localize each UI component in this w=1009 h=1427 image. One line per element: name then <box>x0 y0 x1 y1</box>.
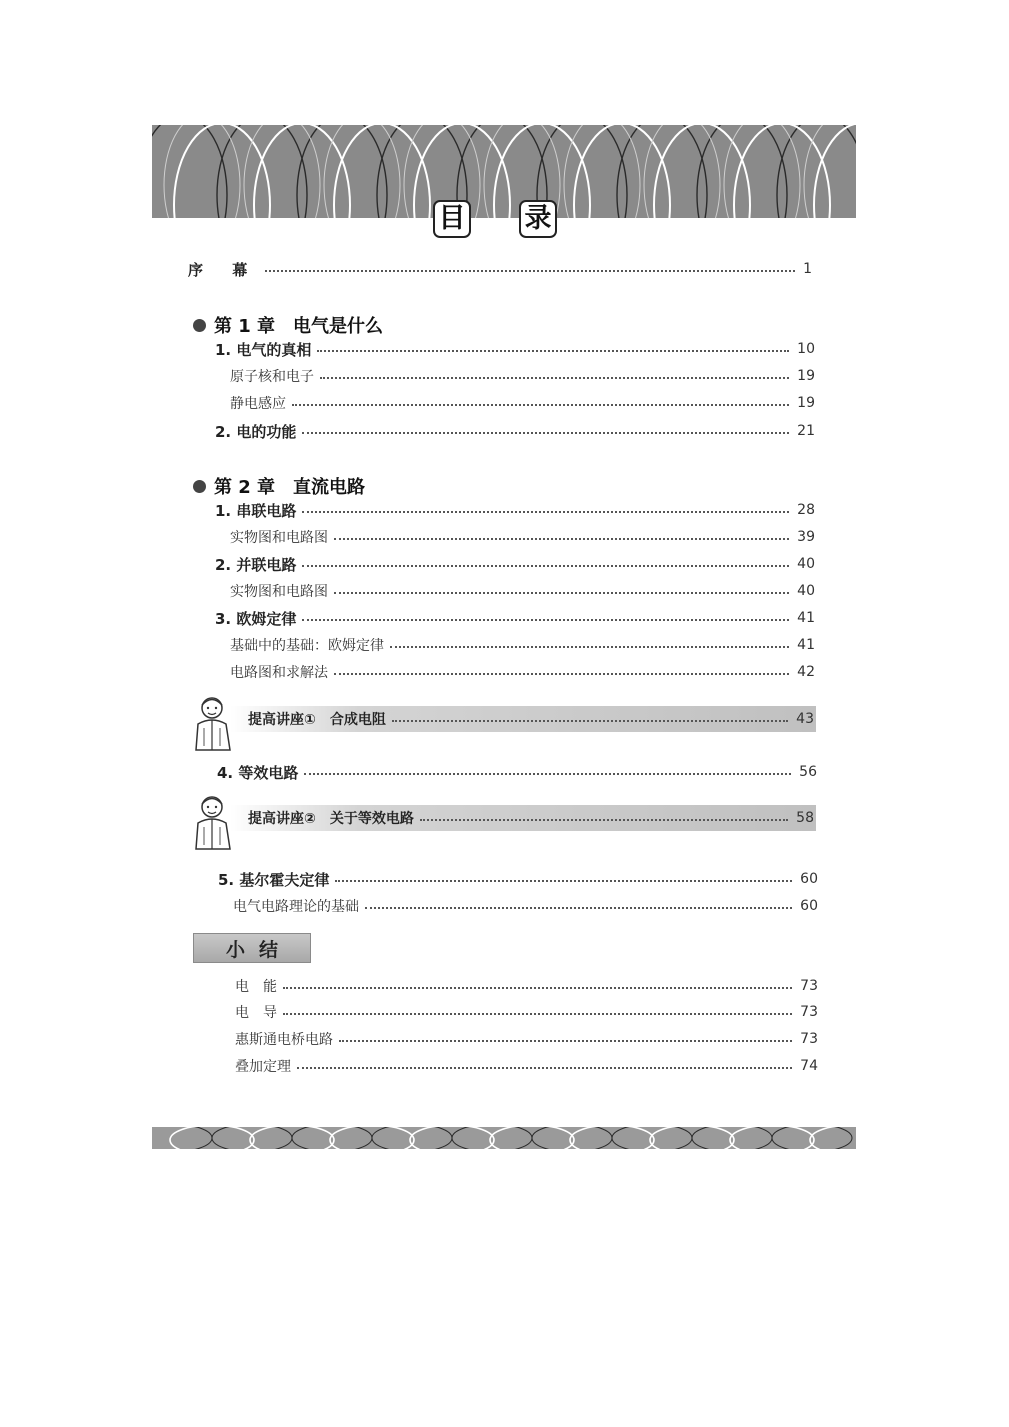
toc-entry[interactable]: 叠加定理 74 <box>235 1058 818 1075</box>
lecture-bar: 提高讲座② 关于等效电路 58 <box>230 805 816 831</box>
title-char-mu: 目 <box>433 200 471 238</box>
chapter-2-heading[interactable]: 第 2 章 直流电路 <box>193 474 365 498</box>
toc-entry[interactable]: 基础中的基础：欧姆定律 41 <box>230 637 815 654</box>
professor-icon <box>190 791 250 851</box>
dot-leader <box>265 270 795 272</box>
toc-entry[interactable]: 电 能 73 <box>235 978 818 995</box>
chapter-1-heading[interactable]: 第 1 章 电气是什么 <box>193 313 383 337</box>
toc-entry[interactable]: 静电感应 19 <box>230 395 815 412</box>
toc-entry[interactable]: 3. 欧姆定律 41 <box>215 609 815 628</box>
chapter-bullet-icon <box>193 480 206 493</box>
toc-entry[interactable]: 电 导 73 <box>235 1004 818 1021</box>
toc-prologue[interactable] <box>188 258 812 280</box>
toc-label: 序 幕 <box>188 260 260 279</box>
summary-tag[interactable]: 小结 <box>193 933 311 963</box>
lecture-bar: 提高讲座① 合成电阻 43 <box>230 706 816 732</box>
toc-entry[interactable]: 5. 基尔霍夫定律 60 <box>218 870 818 889</box>
professor-icon <box>190 692 250 752</box>
toc-entry[interactable]: 4. 等效电路 56 <box>217 763 817 782</box>
lecture-2-entry[interactable] <box>190 791 816 851</box>
toc-entry[interactable]: 2. 并联电路 40 <box>215 555 815 574</box>
toc-entry[interactable]: 实物图和电路图 40 <box>230 583 815 600</box>
toc-entry[interactable]: 原子核和电子 19 <box>230 368 815 385</box>
toc-entry[interactable]: 电气电路理论的基础 60 <box>233 898 818 915</box>
title-char-lu: 录 <box>519 200 557 238</box>
footer-banner <box>152 1127 856 1149</box>
toc-entry[interactable]: 电路图和求解法 42 <box>230 664 815 681</box>
toc-entry[interactable]: 惠斯通电桥电路 73 <box>235 1031 818 1048</box>
toc-page: 1 <box>803 261 812 277</box>
chapter-bullet-icon <box>193 319 206 332</box>
toc-entry[interactable]: 实物图和电路图 39 <box>230 529 815 546</box>
loops-pattern <box>152 125 856 218</box>
loops-pattern <box>152 1127 856 1149</box>
header-banner <box>152 125 856 218</box>
toc-entry[interactable]: 2. 电的功能 21 <box>215 422 815 441</box>
toc-entry[interactable]: 1. 串联电路 28 <box>215 501 815 520</box>
toc-entry[interactable]: 1. 电气的真相 10 <box>215 340 815 359</box>
lecture-1-entry[interactable] <box>190 692 816 752</box>
